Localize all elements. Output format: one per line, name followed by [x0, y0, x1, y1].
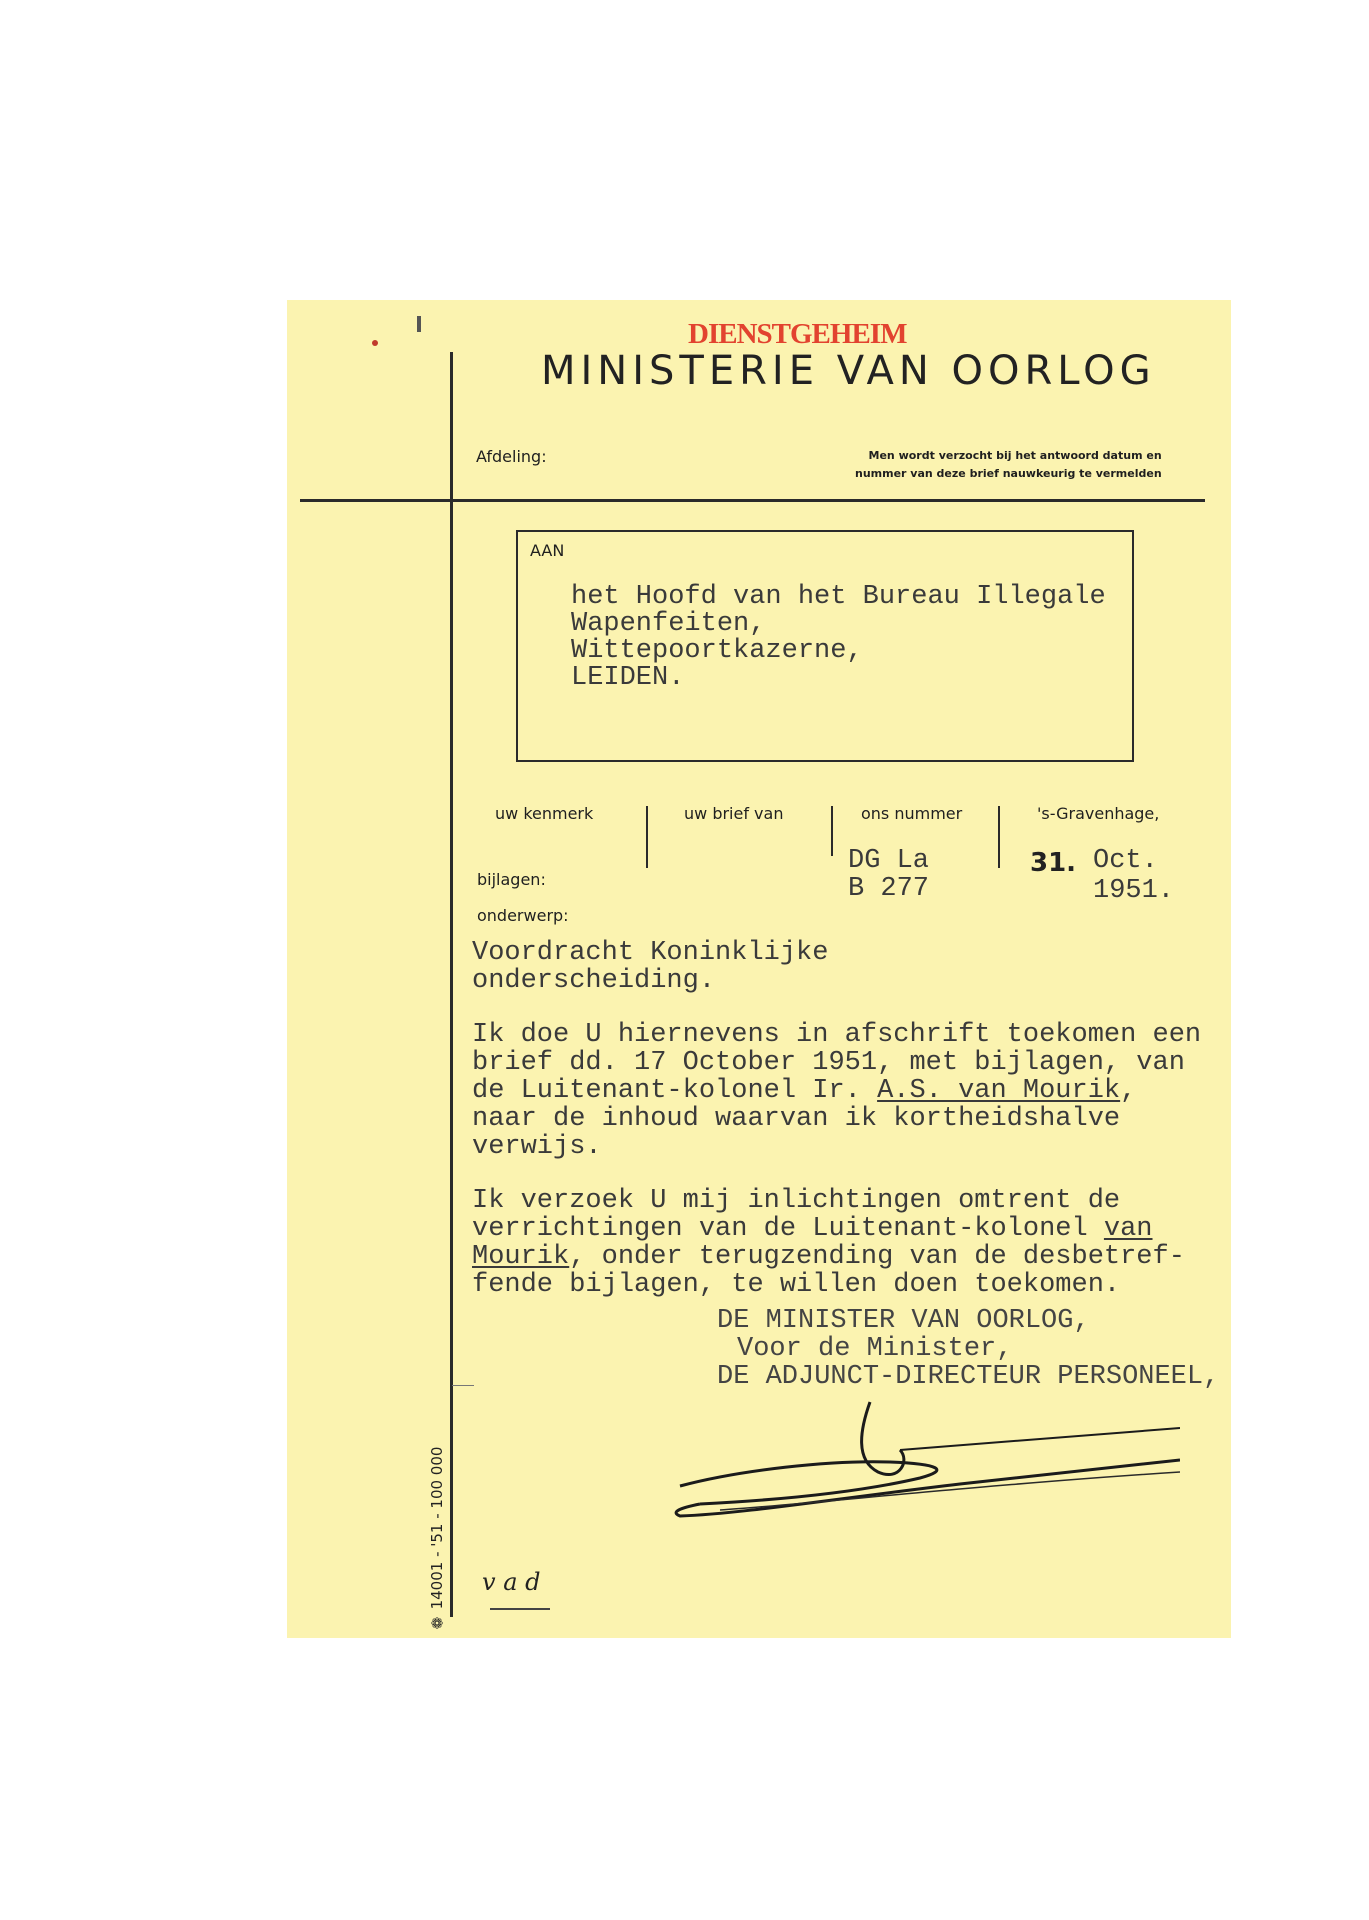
signature-line: DE MINISTER VAN OORLOG,	[717, 1306, 1090, 1336]
ink-mark	[372, 340, 378, 346]
ink-mark	[417, 316, 421, 332]
body-line: de Luitenant-kolonel Ir. A.S. van Mourik,	[472, 1076, 1137, 1106]
subject-line: onderscheiding.	[472, 966, 716, 996]
classification-stamp: DIENSTGEHEIM	[688, 318, 907, 350]
ons-nummer-label: ons nummer	[861, 804, 963, 823]
body-line: verwijs.	[472, 1132, 602, 1162]
body-line: Ik verzoek U mij inlichtingen omtrent de	[472, 1186, 1121, 1216]
handwritten-signature	[660, 1400, 1180, 1540]
date-year: 1951.	[1093, 876, 1175, 906]
ref-divider	[646, 806, 648, 868]
print-code: ❁14001 - '51 - 100 000	[428, 1446, 446, 1633]
printer-mark-icon: ❁	[430, 1614, 444, 1633]
ministry-title: MINISTERIE VAN OORLOG	[541, 348, 1156, 394]
date-day: 31.	[1030, 848, 1077, 878]
body-line: Mourik, onder terugzending van de desbetref-	[472, 1242, 1185, 1272]
handwritten-initials: v a d	[482, 1568, 541, 1596]
ref-divider	[831, 806, 833, 856]
signature-line: Voor de Minister,	[737, 1334, 1013, 1364]
signature-line: DE ADJUNCT-DIRECTEUR PERSONEEL,	[717, 1362, 1220, 1392]
afdeling-label: Afdeling:	[476, 447, 547, 466]
body-line: naar de inhoud waarvan ik kortheidshalve	[472, 1104, 1121, 1134]
addressee-line: het Hoofd van het Bureau Illegale	[571, 582, 1106, 612]
person-name: van	[1103, 1214, 1153, 1244]
margin-rule	[450, 352, 453, 1617]
initials-underline	[490, 1608, 550, 1610]
reply-instruction: Men wordt verzocht bij het antwoord datum en nummer van deze brief nauwkeurig te vermelden	[855, 449, 1162, 480]
body-line: Ik doe U hiernevens in afschrift toekomen een	[472, 1020, 1202, 1050]
ons-nummer-value: DG La	[848, 846, 930, 876]
addressee-line: LEIDEN.	[571, 663, 685, 693]
person-name: A.S. van Mourik	[877, 1076, 1121, 1106]
addressee-line: Wittepoortkazerne,	[571, 636, 863, 666]
person-name: Mourik	[472, 1242, 570, 1272]
bijlagen-label: bijlagen:	[477, 870, 546, 889]
body-line: brief dd. 17 October 1951, met bijlagen, van	[472, 1048, 1185, 1078]
header-rule	[300, 499, 1205, 502]
date-month: Oct.	[1093, 846, 1158, 876]
uw-brief-van-label: uw brief van	[684, 804, 784, 823]
body-line: verrichtingen van de Luitenant-kolonel van	[472, 1214, 1153, 1244]
address-label: AAN	[530, 541, 565, 560]
place-label: 's-Gravenhage,	[1037, 804, 1160, 823]
ons-nummer-value: B 277	[848, 874, 930, 904]
fold-mark	[452, 1385, 474, 1386]
body-line: fende bijlagen, te willen doen toekomen.	[472, 1270, 1121, 1300]
addressee-line: Wapenfeiten,	[571, 609, 766, 639]
subject-line: Voordracht Koninklijke	[472, 938, 829, 968]
ref-divider	[998, 806, 1000, 868]
onderwerp-label: onderwerp:	[477, 906, 569, 925]
uw-kenmerk-label: uw kenmerk	[495, 804, 594, 823]
